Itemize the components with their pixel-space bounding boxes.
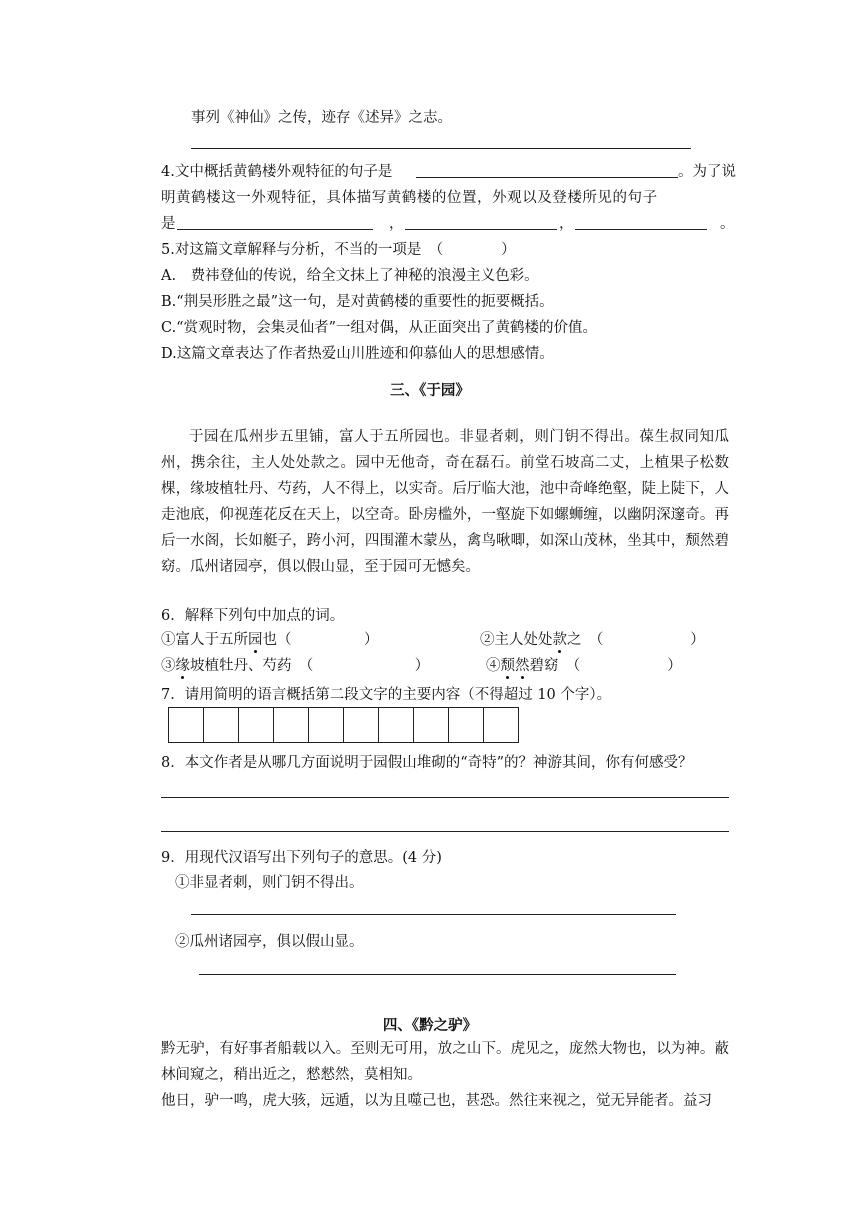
question-6-item-4	[486, 654, 682, 675]
section-3-title: 三、《于园》	[390, 383, 470, 399]
answer-line[interactable]	[161, 831, 729, 832]
question-6-item-2	[480, 628, 705, 649]
answer-blank-q4-b[interactable]	[405, 229, 557, 230]
answer-line[interactable]	[191, 148, 691, 149]
option-b: B.“荆吴形胜之最”这一句，是对黄鹤楼的重要性的扼要概括。	[161, 294, 554, 310]
answer-box[interactable]	[413, 707, 449, 743]
answer-box[interactable]	[448, 707, 484, 743]
question-9: 9．用现代汉语写出下列句子的意思。(4 分)	[161, 850, 442, 866]
item-blank: 也（ ）	[262, 632, 379, 648]
answer-box[interactable]	[238, 707, 274, 743]
question-4-part4: 是	[161, 216, 176, 232]
passage-qian-donkey-p2: 他日，驴一鸣，虎大骇，远遁，以为且噬己也，甚恐。然往来视之，觉无异能者。益习	[161, 1093, 712, 1109]
answer-blank-q4-c[interactable]	[575, 229, 707, 230]
answer-box[interactable]	[483, 707, 519, 743]
question-6-item-1	[161, 628, 379, 649]
passage-yu-garden: 于园在瓜州步五里铺，富人于五所园也。非显者刺，则门钥不得出。葆生叔同知瓜州，携余往，主人处处款之。园中无他奇，奇在磊石。前堂石坡高二丈，上植果子松数棵，缘坡植牡丹、芍药，人不得上，以实奇。后厅临大池，池中奇峰绝壑，陡上陡下，人走池底，仰视莲花反在天上，以空奇。卧房槛外，一壑旋下如螺蛳缠，以幽阴深邃奇。再后一水阁，长如艇子，跨小河，四围灌木蒙丛，禽鸟啾唧，如深山茂林，坐其中，颓然碧窈。瓜州诸园亭，俱以假山显，至于园可无憾矣。	[161, 429, 729, 575]
answer-line[interactable]	[161, 797, 729, 798]
period: 。	[720, 216, 735, 232]
section-4-title: 四、《黔之驴》	[382, 1018, 478, 1034]
answer-box[interactable]	[273, 707, 309, 743]
answer-line[interactable]	[199, 974, 676, 975]
answer-box[interactable]	[378, 707, 414, 743]
question-9-item-2: ②瓜州诸园亭，俱以假山显。	[175, 934, 364, 950]
comma: ，	[559, 216, 574, 232]
option-d: D.这篇文章表达了作者热爱山川胜迹和仰慕仙人的思想感情。	[161, 346, 554, 362]
question-4-part2: 。为了说	[678, 164, 736, 180]
item-blank: 之 （ ）	[567, 632, 705, 648]
dotted-word: 颓	[500, 658, 515, 674]
item-text: ③	[161, 658, 176, 674]
passage-last-line: 事列《神仙》之传，迹存《述异》之志。	[191, 110, 452, 126]
question-4-part1: 4.文中概括黄鹤楼外观特征的句子是	[161, 164, 393, 180]
item-blank: 坡植牡丹、芍药 （ ）	[190, 658, 430, 674]
question-8: 8．本文作者是从哪几方面说明于园假山堆砌的“奇特”的？神游其间，你有何感受？	[161, 755, 693, 771]
item-text: ④	[486, 658, 501, 674]
question-6: 6．解释下列句中加点的词。	[161, 608, 345, 624]
option-c: C.“赏观时物，会集灵仙者”一组对偶，从正面突出了黄鹤楼的价值。	[161, 320, 598, 336]
item-text: ①富人于五所	[161, 632, 248, 648]
comma: ，	[389, 216, 404, 232]
question-9-item-1: ①非显者刺，则门钥不得出。	[175, 875, 364, 891]
question-4-part3: 明黄鹤楼这一外观特征，具体描写黄鹤楼的位置，外观以及登楼所见的句子	[161, 190, 658, 206]
option-a: A. 费祎登仙的传说，给全文抹上了神秘的浪漫主义色彩。	[161, 268, 539, 284]
answer-line[interactable]	[191, 914, 676, 915]
dotted-word: 然	[515, 658, 530, 674]
item-text: ②主人处处	[480, 632, 553, 648]
answer-box[interactable]	[343, 707, 379, 743]
dotted-word: 款	[552, 632, 567, 648]
question-5: 5.对这篇文章解释与分析，不当的一项是 （ ）	[161, 242, 516, 258]
item-blank: 碧窈 （ ）	[529, 658, 682, 674]
dotted-word: 缘	[175, 658, 190, 674]
dotted-word: 园	[248, 632, 263, 648]
answer-box[interactable]	[203, 707, 239, 743]
answer-blank-q4-a[interactable]	[177, 229, 373, 230]
answer-blank-q4-summary[interactable]	[416, 177, 678, 178]
answer-box[interactable]	[308, 707, 344, 743]
question-6-item-3	[161, 654, 429, 675]
passage-qian-donkey-p1: 黔无驴，有好事者船载以入。至则无可用，放之山下。虎见之，庞然大物也，以为神。蔽林间窥之，稍出近之，憖憖然，莫相知。	[161, 1041, 729, 1083]
question-7: 7．请用简明的语言概括第二段文字的主要内容（不得超过 10 个字）。	[161, 687, 612, 703]
answer-box-grid	[168, 707, 519, 743]
answer-box[interactable]	[168, 707, 204, 743]
